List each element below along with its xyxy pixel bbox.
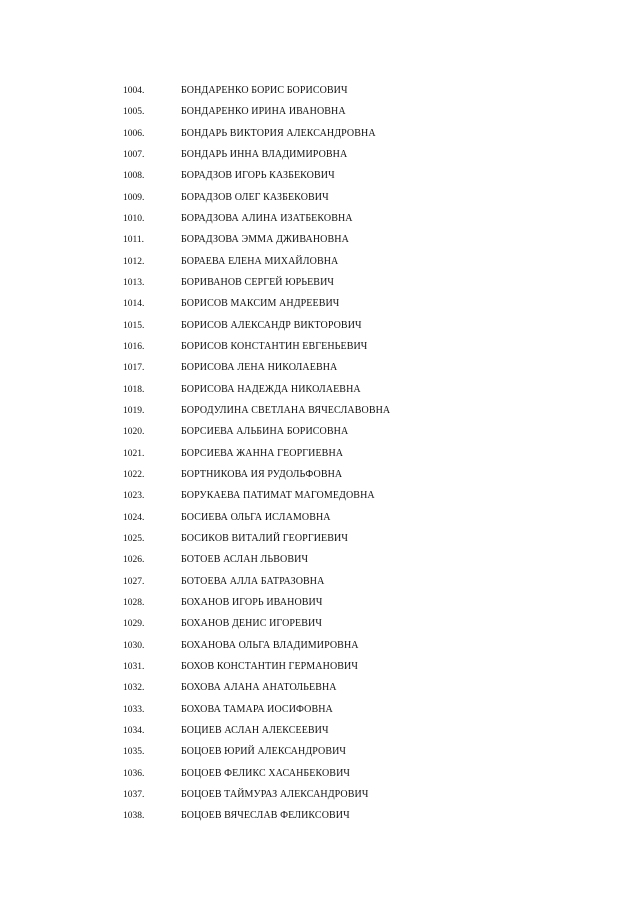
- entry-number: 1036.: [123, 768, 145, 779]
- entry-name: БОНДАРЬ ИННА ВЛАДИМИРОВНА: [181, 148, 348, 160]
- list-item: [123, 340, 390, 361]
- entry-number: 1024.: [123, 512, 145, 523]
- entry-name: БОНДАРЬ ВИКТОРИЯ АЛЕКСАНДРОВНА: [181, 127, 376, 139]
- entry-number: 1030.: [123, 640, 145, 651]
- list-item: [123, 212, 390, 233]
- entry-number: 1014.: [123, 299, 145, 310]
- list-item: [123, 297, 390, 318]
- entry-name: БОТОЕВ АСЛАН ЛЬВОВИЧ: [181, 554, 309, 566]
- list-item: [123, 169, 390, 190]
- entry-name: БОСИЕВА ОЛЬГА ИСЛАМОВНА: [181, 511, 331, 523]
- list-item: [123, 788, 390, 809]
- entry-number: 1019.: [123, 405, 145, 416]
- list-item: [123, 84, 390, 105]
- entry-name: БОРИСОВ АЛЕКСАНДР ВИКТОРОВИЧ: [181, 319, 362, 331]
- entry-number: 1005.: [123, 107, 145, 118]
- list-item: [123, 553, 390, 574]
- entry-name: БОСИКОВ ВИТАЛИЙ ГЕОРГИЕВИЧ: [181, 532, 348, 544]
- entry-number: 1031.: [123, 661, 145, 672]
- entry-number: 1028.: [123, 597, 145, 608]
- entry-name: БОНДАРЕНКО БОРИС БОРИСОВИЧ: [181, 85, 348, 96]
- entry-name: БОЦОЕВ ФЕЛИКС ХАСАНБЕКОВИЧ: [181, 767, 351, 779]
- entry-name: БОХОВА АЛАНА АНАТОЛЬЕВНА: [181, 682, 337, 694]
- entry-name: БОРСИЕВА ЖАННА ГЕОРГИЕВНА: [181, 447, 344, 459]
- entry-name: БОХАНОВ ДЕНИС ИГОРЕВИЧ: [181, 618, 322, 630]
- entry-number: 1015.: [123, 320, 145, 331]
- list-item: [123, 617, 390, 638]
- list-item: [123, 127, 390, 148]
- entry-number: 1013.: [123, 277, 145, 288]
- list-item: [123, 511, 390, 532]
- entry-name: БОРАДЗОВ ИГОРЬ КАЗБЕКОВИЧ: [181, 170, 335, 182]
- list-item: [123, 361, 390, 382]
- entry-number: 1010.: [123, 213, 145, 224]
- entry-name: БОТОЕВА АЛЛА БАТРАЗОВНА: [181, 575, 325, 587]
- entry-number: 1011.: [123, 235, 145, 246]
- list-item: [123, 383, 390, 404]
- entry-number: 1004.: [123, 86, 145, 96]
- list-item: [123, 425, 390, 446]
- entry-name: БОХОВ КОНСТАНТИН ГЕРМАНОВИЧ: [181, 660, 358, 672]
- entry-name: БОРАДЗОВА ЭММА ДЖИВАНОВНА: [181, 234, 349, 246]
- list-item: [123, 703, 390, 724]
- entry-name: БОРАДЗОВ ОЛЕГ КАЗБЕКОВИЧ: [181, 191, 329, 203]
- entry-name: БОНДАРЕНКО ИРИНА ИВАНОВНА: [181, 106, 346, 118]
- list-item: [123, 468, 390, 489]
- list-item: [123, 276, 390, 297]
- entry-number: 1025.: [123, 533, 145, 544]
- entry-number: 1038.: [123, 811, 145, 822]
- entry-name: БОЦОЕВ ЮРИЙ АЛЕКСАНДРОВИЧ: [181, 746, 347, 758]
- list-item: [123, 532, 390, 553]
- entry-number: 1008.: [123, 171, 145, 182]
- entry-name: БОЦОЕВ ТАЙМУРАЗ АЛЕКСАНДРОВИЧ: [181, 788, 369, 800]
- entry-number: 1020.: [123, 427, 145, 438]
- entry-name: БОРАЕВА ЕЛЕНА МИХАЙЛОВНА: [181, 255, 339, 267]
- list-item: [123, 596, 390, 617]
- entry-name: БОХАНОВА ОЛЬГА ВЛАДИМИРОВНА: [181, 639, 359, 651]
- list-item: [123, 233, 390, 254]
- entry-number: 1026.: [123, 555, 145, 566]
- name-list: [123, 84, 390, 830]
- entry-number: 1012.: [123, 256, 145, 267]
- entry-name: БОРИСОВ МАКСИМ АНДРЕЕВИЧ: [181, 298, 340, 310]
- entry-name: БОХОВА ТАМАРА ИОСИФОВНА: [181, 703, 333, 715]
- list-item: [123, 724, 390, 745]
- entry-name: БОРСИЕВА АЛЬБИНА БОРИСОВНА: [181, 426, 349, 438]
- entry-name: БОРИСОВА НАДЕЖДА НИКОЛАЕВНА: [181, 383, 361, 395]
- entry-number: 1017.: [123, 363, 145, 374]
- entry-name: БОХАНОВ ИГОРЬ ИВАНОВИЧ: [181, 596, 323, 608]
- list-item: [123, 489, 390, 510]
- entry-name: БОЦОЕВ ВЯЧЕСЛАВ ФЕЛИКСОВИЧ: [181, 810, 350, 822]
- entry-number: 1006.: [123, 128, 145, 139]
- entry-number: 1022.: [123, 469, 145, 480]
- entry-number: 1029.: [123, 619, 145, 630]
- entry-name: БОРИСОВА ЛЕНА НИКОЛАЕВНА: [181, 362, 338, 374]
- entry-name: БОРИСОВ КОНСТАНТИН ЕВГЕНЬЕВИЧ: [181, 340, 368, 352]
- entry-number: 1007.: [123, 149, 145, 160]
- list-item: [123, 404, 390, 425]
- list-item: [123, 447, 390, 468]
- list-item: [123, 660, 390, 681]
- list-item: [123, 255, 390, 276]
- list-item: [123, 639, 390, 660]
- entry-name: БОЦИЕВ АСЛАН АЛЕКСЕЕВИЧ: [181, 724, 329, 736]
- entry-number: 1027.: [123, 576, 145, 587]
- entry-name: БОРОДУЛИНА СВЕТЛАНА ВЯЧЕСЛАВОВНА: [181, 404, 391, 416]
- entry-number: 1034.: [123, 725, 145, 736]
- list-item: [123, 319, 390, 340]
- entry-number: 1018.: [123, 384, 145, 395]
- entry-number: 1037.: [123, 789, 145, 800]
- list-item: [123, 191, 390, 212]
- entry-name: БОРТНИКОВА ИЯ РУДОЛЬФОВНА: [181, 468, 343, 480]
- entry-number: 1016.: [123, 341, 145, 352]
- entry-number: 1023.: [123, 491, 145, 502]
- list-item: [123, 148, 390, 169]
- list-item: [123, 575, 390, 596]
- list-item: [123, 105, 390, 126]
- entry-name: БОРИВАНОВ СЕРГЕЙ ЮРЬЕВИЧ: [181, 276, 334, 288]
- entry-number: 1035.: [123, 747, 145, 758]
- list-item: [123, 681, 390, 702]
- entry-name: БОРАДЗОВА АЛИНА ИЗАТБЕКОВНА: [181, 212, 353, 224]
- entry-number: 1032.: [123, 683, 145, 694]
- entry-number: 1033.: [123, 704, 145, 715]
- entry-number: 1021.: [123, 448, 145, 459]
- list-item: [123, 745, 390, 766]
- entry-name: БОРУКАЕВА ПАТИМАТ МАГОМЕДОВНА: [181, 490, 375, 502]
- list-item: [123, 767, 390, 788]
- entry-number: 1009.: [123, 192, 145, 203]
- list-item: [123, 809, 390, 830]
